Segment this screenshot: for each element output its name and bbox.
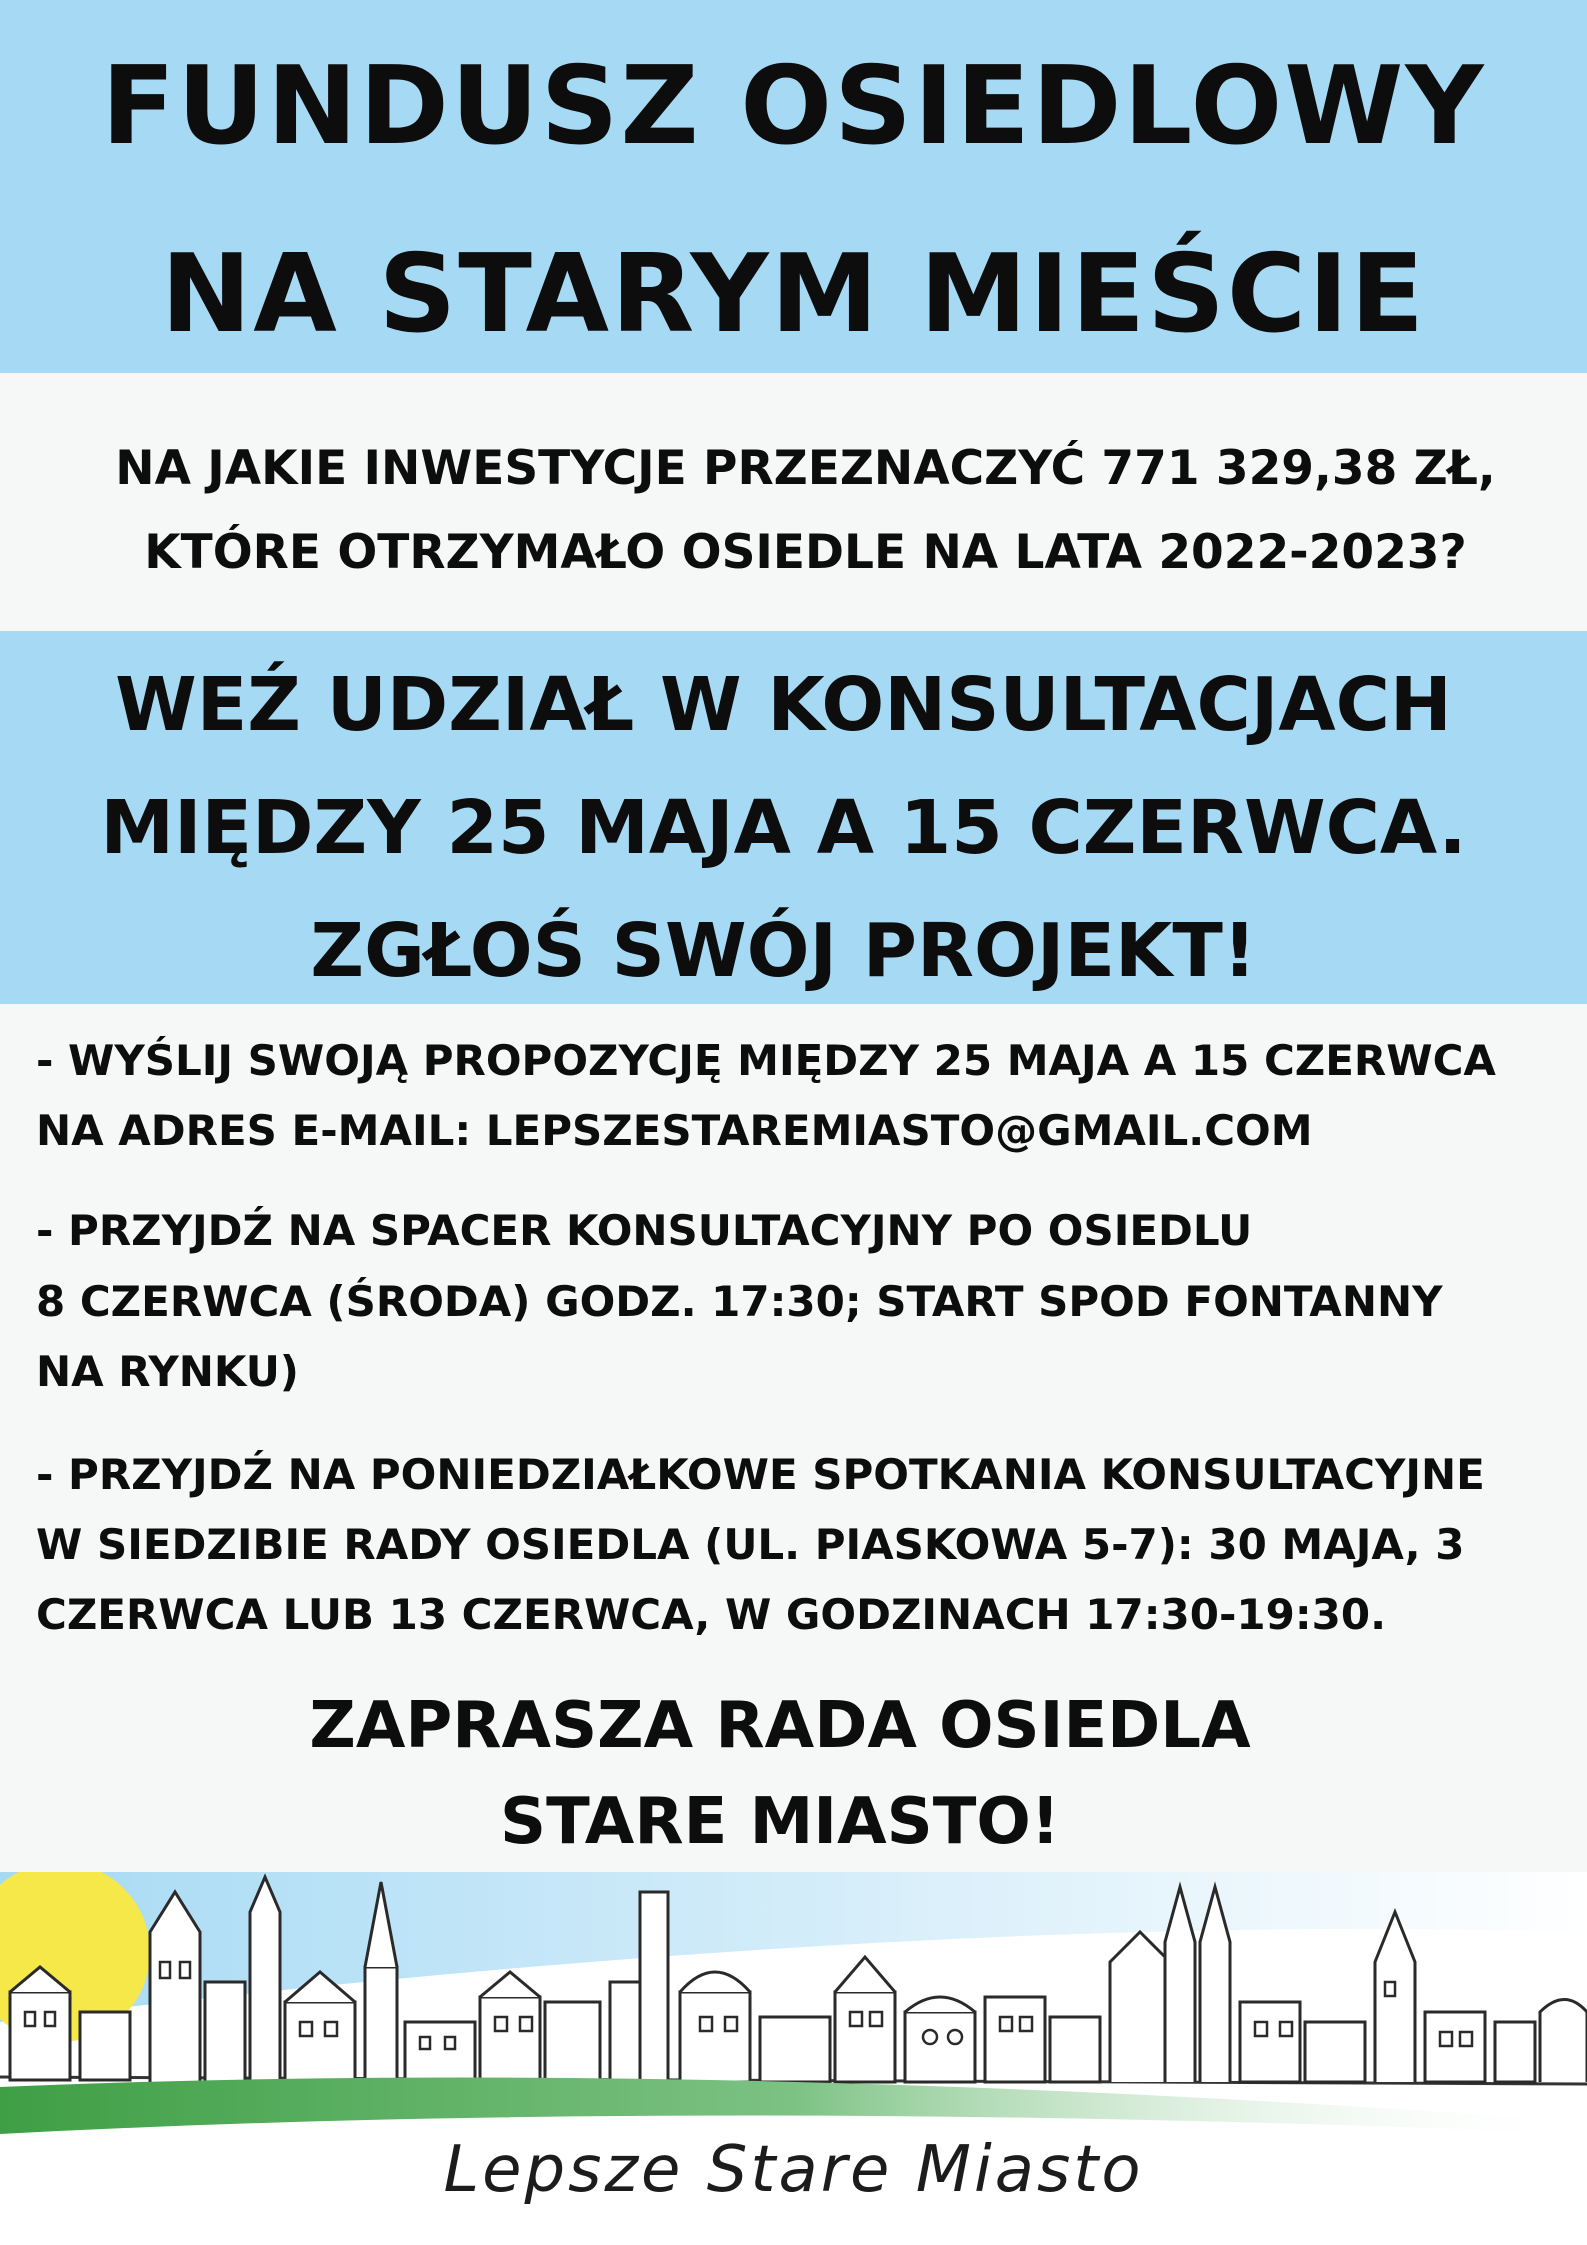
consultation-line-3: ZGŁOŚ SWÓJ PROJEKT! [310, 908, 1257, 994]
title-band [0, 0, 1587, 373]
consultation-line-2: MIĘDZY 25 MAJA A 15 CZERWCA. [100, 785, 1467, 871]
info-item-3-line-2: W SIEDZIBIE RADY OSIEDLA (UL. PIASKOWA 5-7): 30 MAJA, 3 [36, 1520, 1465, 1569]
question-line-2: KTÓRE OTRZYMAŁO OSIEDLE NA LATA 2022-2023? [144, 525, 1467, 580]
invite-line-1: ZAPRASZA RADA OSIEDLA [309, 1689, 1251, 1763]
info-item-2-line-1: - PRZYJDŹ NA SPACER KONSULTACYJNY PO OSIEDLU [36, 1206, 1253, 1255]
info-item-3-line-3: CZERWCA LUB 13 CZERWCA, W GODZINACH 17:30-19:30. [36, 1590, 1387, 1639]
footer-logo-text: Lepsze Stare Miasto [443, 2133, 1144, 2207]
question-line-1: NA JAKIE INWESTYCJE PRZEZNACZYĆ 771 329,38 ZŁ, [115, 441, 1496, 496]
footer-band [0, 1872, 1587, 2245]
info-item-1-line-2: NA ADRES E-MAIL: LEPSZESTAREMIASTO@GMAIL.COM [36, 1106, 1313, 1155]
title-line-2: NA STARYM MIEŚCIE [160, 232, 1427, 357]
title-line-1: FUNDUSZ OSIEDLOWY [101, 44, 1486, 169]
info-band [0, 1004, 1587, 1872]
info-item-1-line-1: - WYŚLIJ SWOJĄ PROPOZYCJĘ MIĘDZY 25 MAJA A 15 CZERWCA [36, 1036, 1496, 1085]
info-item-2-line-2: 8 CZERWCA (ŚRODA) GODZ. 17:30; START SPOD FONTANNY [36, 1277, 1443, 1326]
meadow-swoosh [0, 2078, 1587, 2134]
info-item-3-line-1: - PRZYJDŹ NA PONIEDZIAŁKOWE SPOTKANIA KONSULTACYJNE [36, 1450, 1485, 1499]
consultation-line-1: WEŹ UDZIAŁ W KONSULTACJACH [115, 662, 1452, 748]
invite-line-2: STARE MIASTO! [500, 1785, 1060, 1859]
consultation-band [0, 631, 1587, 1004]
info-item-2-line-3: NA RYNKU) [36, 1347, 299, 1396]
question-band [0, 373, 1587, 631]
